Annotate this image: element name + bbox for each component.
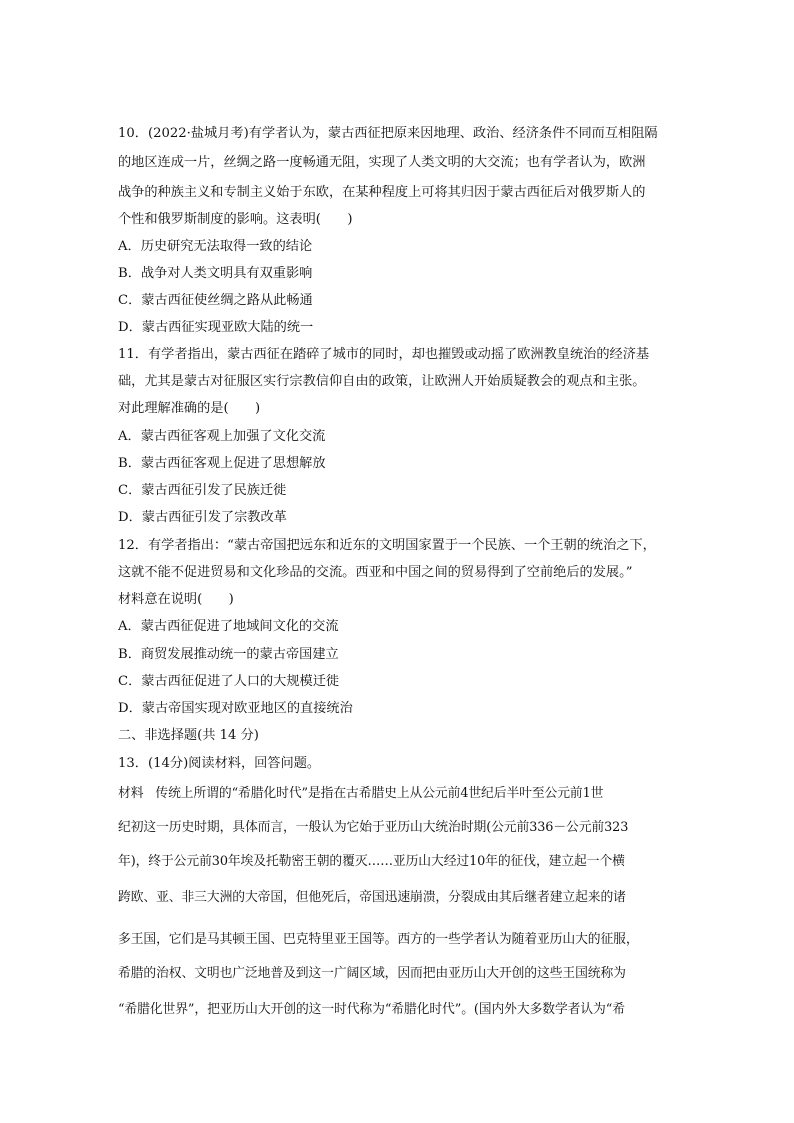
section-title: 二、非选择题(共 14 分) <box>118 728 259 743</box>
q13-prompt: 13．(14分)阅读材料，回答问题。 <box>118 756 321 771</box>
q12-stem-line-2: 这就不能不促进贸易和文化珍品的交流。西亚和中国之间的贸易得到了空前绝后的发展。” <box>118 565 633 580</box>
material-line-3: 年)，终于公元前30年埃及托勒密王朝的覆灭……亚历山大经过10年的征伐，建立起一个横 <box>118 854 625 869</box>
material-line-6: 希腊的治权、文明也广泛地普及到这一广阔区域，因而把由亚历山大开创的这些王国统称为 <box>118 966 626 981</box>
q12-stem-line-1: 12．有学者指出：“蒙古帝国把远东和近东的文明国家置于一个民族、一个王朝的统治之下， <box>118 538 656 553</box>
material-line-2: 纪初这一历史时期，具体而言，一般认为它始于亚历山大统治时期(公元前336－公元前323 <box>118 820 629 835</box>
q12-stem-line-3: 材料意在说明( ) <box>118 592 234 607</box>
q10-stem-line-1: 10．(2022·盐城月考)有学者认为，蒙古西征把原来因地理、政治、经济条件不同而互相阻隔 <box>118 126 658 141</box>
material-line-4: 跨欧、亚、非三大洲的大帝国，但他死后，帝国迅速崩溃，分裂成由其后继者建立起来的诸 <box>118 890 626 905</box>
material-line-5: 多王国，它们是马其顿王国、巴克特里亚王国等。西方的一些学者认为随着亚历山大的征服， <box>118 932 639 947</box>
q11-option-a: A．蒙古西征客观上加强了文化交流 <box>118 429 326 444</box>
q10-option-a: A．历史研究无法取得一致的结论 <box>118 239 313 254</box>
q11-option-c: C．蒙古西征引发了民族迁徙 <box>118 483 287 498</box>
q10-option-d: D．蒙古西征实现亚欧大陆的统一 <box>118 320 314 335</box>
q10-stem-line-4: 个性和俄罗斯制度的影响。这表明( ) <box>118 212 353 227</box>
q12-option-b: B．商贸发展推动统一的蒙古帝国建立 <box>118 647 339 662</box>
material-line-1 <box>118 785 688 803</box>
q11-option-d: D．蒙古西征引发了宗教改革 <box>118 510 287 525</box>
material-line-1-text: 传统上所谓的“希腊化时代”是指在古希腊史上从公元前4世纪后半叶至公元前1世 <box>155 786 604 801</box>
q11-stem-line-2: 础，尤其是蒙古对征服区实行宗教信仰自由的政策，让欧洲人开始质疑教会的观点和主张。 <box>118 374 646 389</box>
q11-stem-line-3: 对此理解准确的是( ) <box>118 401 261 416</box>
material-label: 材料 <box>118 786 144 801</box>
q10-stem-line-3: 战争的种族主义和专制主义始于东欧，在某种程度上可将其归因于蒙古西征后对俄罗斯人的 <box>118 185 646 200</box>
q12-option-d: D．蒙古帝国实现对欧亚地区的直接统治 <box>118 701 353 716</box>
q10-option-c: C．蒙古西征使丝绸之路从此畅通 <box>118 293 313 308</box>
q12-option-a: A．蒙古西征促进了地域间文化的交流 <box>118 619 339 634</box>
q10-option-b: B．战争对人类文明具有双重影响 <box>118 266 313 281</box>
q12-option-c: C．蒙古西征促进了人口的大规模迁徙 <box>118 674 340 689</box>
q11-option-b: B．蒙古西征客观上促进了思想解放 <box>118 456 326 471</box>
q11-stem-line-1: 11．有学者指出，蒙古西征在踏碎了城市的同时，却也摧毁或动摇了欧洲教皇统治的经济基 <box>118 347 650 362</box>
q10-stem-line-2: 的地区连成一片，丝绸之路一度畅通无阻，实现了人类文明的大交流；也有学者认为，欧洲 <box>118 155 646 170</box>
material-line-7: “希腊化世界”，把亚历山大开创的这一时代称为“希腊化时代”。(国内外大多数学者认为“希 <box>118 1002 625 1017</box>
